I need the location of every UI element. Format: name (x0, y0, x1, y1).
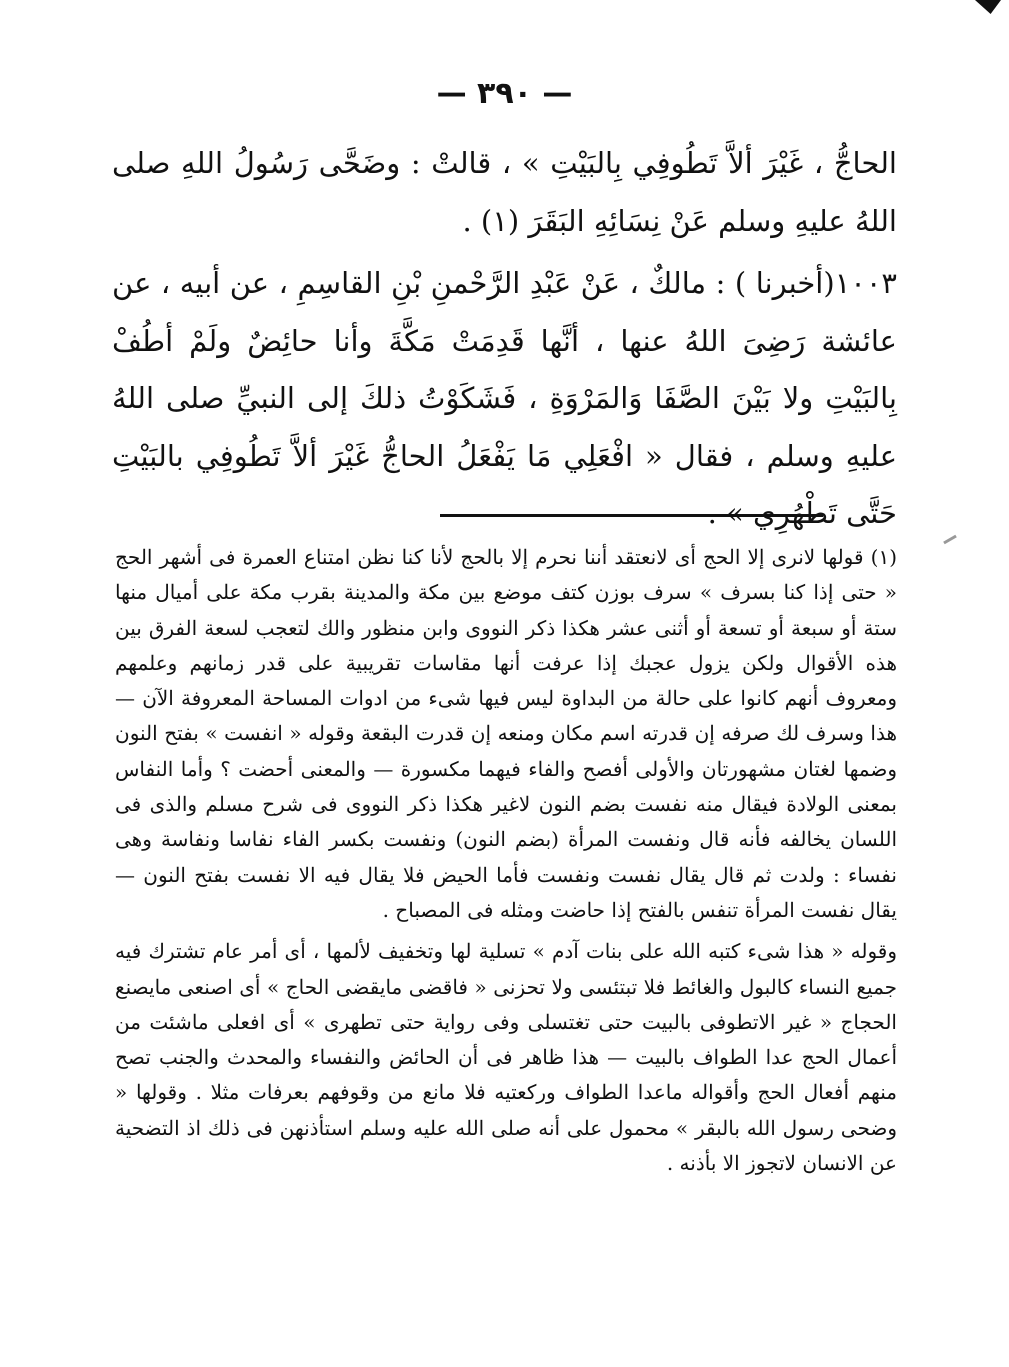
scan-speck (943, 535, 957, 545)
footnote-separator (440, 514, 823, 517)
main-paragraph-2: ١٠٠٣(أخبرنا ) : مالكٌ ، عَنْ عَبْدِ الرَّحْمنِ بْنِ القاسِمِ ، عن أبيه ، عن عائشة رَضِىَ اللهُ عنها ، أنَّها قَدِمَتْ مَكَّةَ وأنا حائِضٌ ولَمْ أطُفْ بِالبَيْتِ ولا بَيْنَ الصَّفَا وَالمَرْوَةِ ، فَشَكَوْتُ ذلكَ إلى النبيِّ صلى اللهُ عليهِ وسلم ، فقال « افْعَلِي مَا يَفْعَلُ الحاجُّ غَيْرَ ألاَّ تَطُوفِي بالبَيْتِ حَتَّى تَطْهُرِي » . (112, 266, 897, 530)
footnotes (115, 540, 897, 1181)
scan-corner-mark (975, 0, 1001, 14)
footnote-paragraph-1: (١) قولها لانرى إلا الحج أى لانعتقد أننا نحرم إلا بالحج لأنا كنا نظن امتناع العمرة فى أشهر الحج « حتى إذا كنا بسرف » سرف بوزن كتف موضع بين مكة والمدينة بقرب مكة على أميال منها ستة أو سبعة أو تسعة أو أثنى عشر هكذا ذكر النووى وابن منظور والك لتعجب لسعة الفرق بين هذه الأقوال ولكن يزول عجبك إذا عرفت أنها مقاسات تقريبية على قدر زمانهم وعلمهم ومعروف أنهم كانوا على حالة من البداوة ليس فيها شىء من ادوات المساحة المعروفة الآن — هذا وسرف لك صرفه إن قدرته اسم مكان ومنعه إن قدرت البقعة وقوله « انفست » بفتح النون وضمها لغتان مشهورتان والأولى أفصح والفاء فيهما مكسورة — والمعنى أحضت ؟ وأما النفاس بمعنى الولادة فيقال منه نفست بضم النون لاغير هكذا ذكر النووى فى شرح مسلم والذى فى اللسان يخالفه فأنه قال ونفست المرأة (بضم النون) ونفست بكسر الفاء نفاسا ونفاسة وهى نفساء : ولدت ثم قال يقال نفست ونفست فأما الحيض فلا يقال فيه الا نفست بفتح النون — يقال نفست المرأة تنفس بالفتح إذا حاضت ومثله فى المصباح . (115, 545, 898, 922)
page-number: — ٣٩٠ — (436, 76, 573, 111)
footnote-paragraph-2: وقوله « هذا شىء كتبه الله على بنات آدم » تسلية لها وتخفيف لألمها ، أى أمر عام تشترك فيه جميع النساء كالبول والغائط فلا تبتئسى ولا تحزنى « فاقضى مايقضى الحاج » أى اصنعى مايصنع الحجاج « غير الاتطوفى بالبيت حتى تغتسلى وفى رواية حتى تطهرى » أى افعلى ماشئت من أعمال الحج عدا الطواف بالبيت — هذا ظاهر فى أن الحائض والنفساء والمحدث والجنب تصح منهم أفعال الحج وأقواله ماعدا الطواف وركعتيه فلا مانع من وقوفهم بعرفات مثلا . وقولها « وضحى رسول الله بالبقر » محمول على أنه صلى الله عليه وسلم استأذنهن فى ذلك اذ التضحية عن الانسان لاتجوز الا بأذنه . (115, 939, 897, 1176)
main-text (112, 135, 897, 543)
main-paragraph-1: الحاجُّ ، غَيْرَ ألاَّ تَطُوفِي بِالبَيْتِ » ، قالتْ : وضَحَّى رَسُولُ اللهِ صلى اللهُ عليهِ وسلم عَنْ نِسَائِهِ البَقَرَ (١) . (112, 146, 897, 238)
